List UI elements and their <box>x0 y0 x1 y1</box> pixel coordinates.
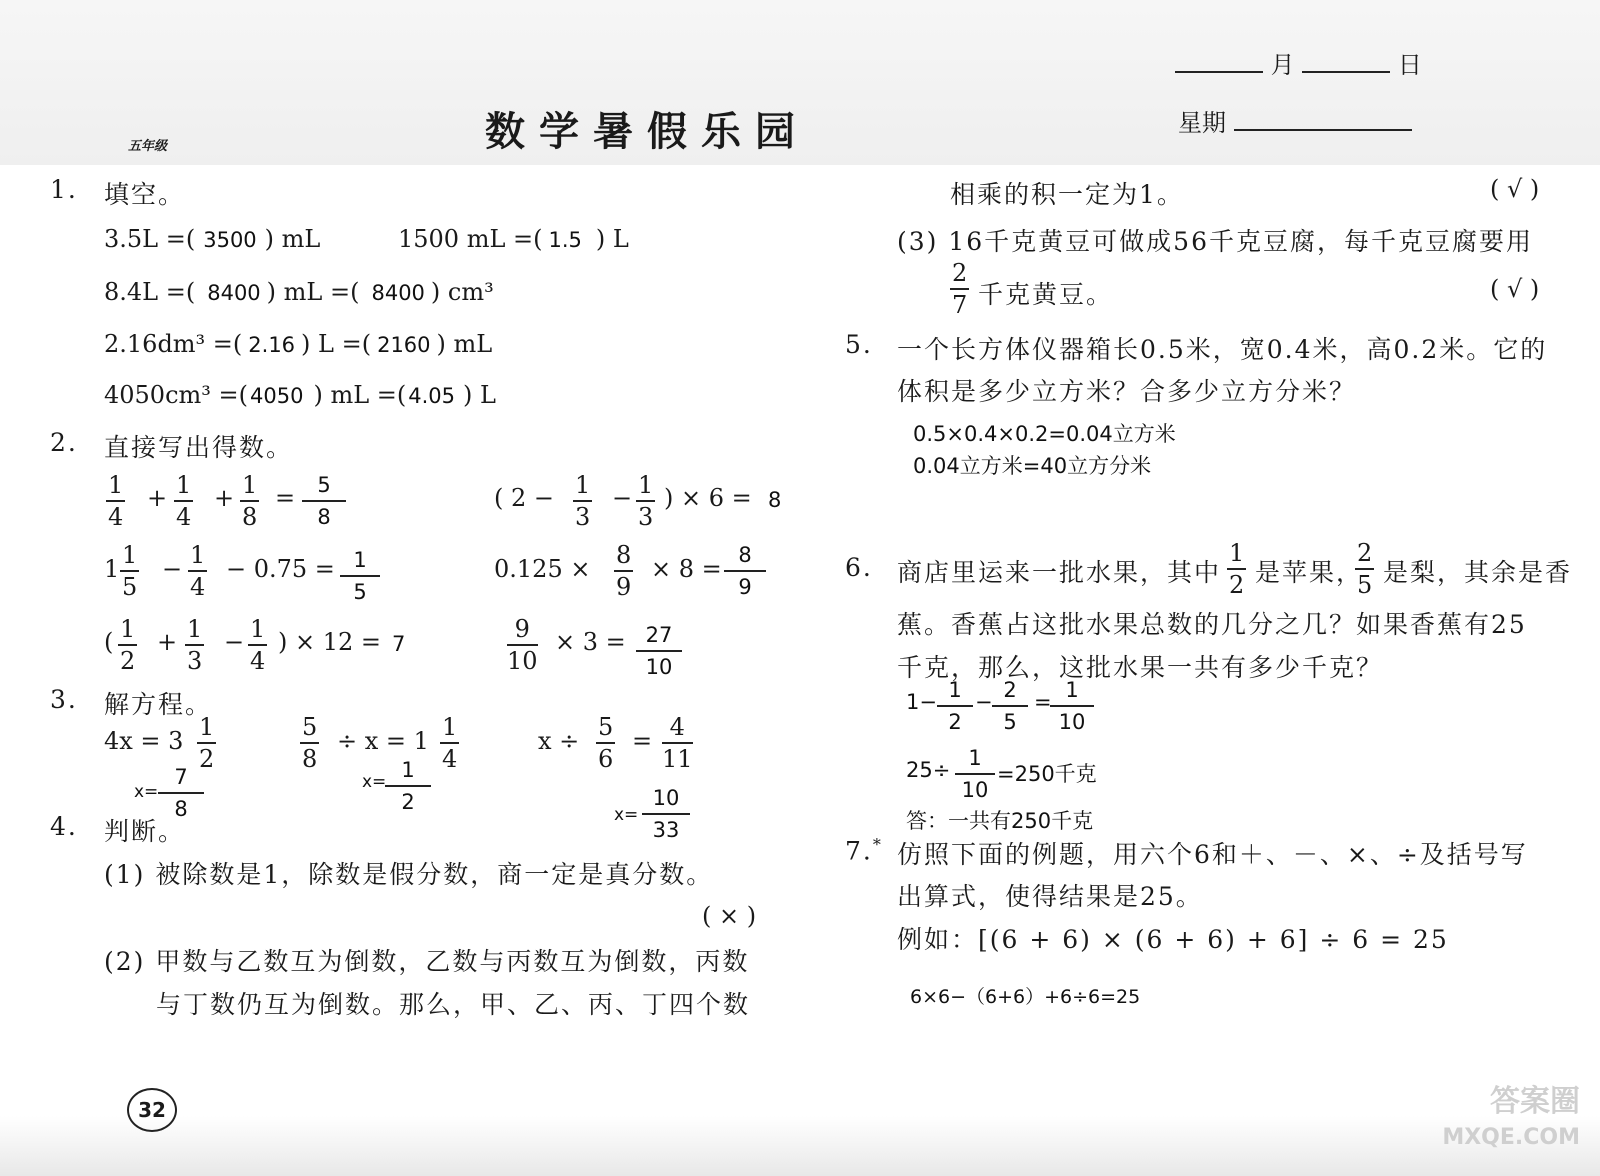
fraction: $\frac{8}{9}$ <box>616 541 632 601</box>
equation-a: 4x = 3 <box>104 727 184 755</box>
q6-line1a: 商店里运来一批水果，其中 <box>897 558 1222 587</box>
fraction: $\frac{2}{7}$ <box>952 259 968 319</box>
expr-text: ( <box>104 628 114 656</box>
q6-answer-2-prefix: 25÷ <box>906 758 951 782</box>
q4-statement-1: (1) 被除数是1，除数是假分数，商一定是真分数。 <box>104 860 714 889</box>
day-label: 日 <box>1397 51 1422 79</box>
q2-title: 直接写出得数。 <box>104 433 294 462</box>
q5-line2: 体积是多少立方米？合多少立方分米？ <box>897 377 1357 406</box>
grade-label: 五年级 <box>128 139 168 154</box>
expr-text: × 3 = <box>555 628 626 656</box>
q3-answer: $\frac{7}{8}$ <box>158 762 204 824</box>
q5-answer-1: 0.5×0.4×0.2=0.04立方米 <box>913 422 1176 446</box>
q6-answer-1-prefix: 1− <box>906 690 937 714</box>
q1-answer: 8400 <box>371 281 425 305</box>
q7-line1: 仿照下面的例题，用六个6和＋、－、×、÷及括号写 <box>897 840 1528 869</box>
q3-answer-prefix: x= <box>134 782 159 802</box>
fraction: $\frac{1}{4}$ <box>250 615 266 675</box>
operator: = <box>632 727 653 755</box>
fraction: $\frac{2}{5}$ <box>992 675 1028 737</box>
q3-label: 3. <box>50 685 78 714</box>
q6-answer-3: 答：一共有250千克 <box>906 809 1094 833</box>
q6-line1b: 是苹果， <box>1255 558 1364 587</box>
fraction: $\frac{4}{11}$ <box>662 713 693 773</box>
q2-answer: $\frac{8}{9}$ <box>724 540 766 602</box>
q4-statement-3-line2: 千克黄豆。 <box>978 280 1114 309</box>
expr-text: ( 2 − <box>494 484 554 512</box>
q3-title: 解方程。 <box>104 690 213 719</box>
operator: − <box>224 628 245 656</box>
q6-answer: $\frac{1}{10}$ <box>1050 675 1094 737</box>
fraction: $\frac{1}{2}$ <box>120 615 136 675</box>
equation-c: x ÷ <box>538 727 580 755</box>
fraction: $\frac{1}{4}$ <box>190 541 206 601</box>
fraction: $\frac{1}{3}$ <box>575 471 591 531</box>
q6-label: 6. <box>845 553 873 582</box>
fraction: $\frac{1}{2}$ <box>937 675 973 737</box>
expr-text: 0.125 × <box>494 555 591 583</box>
q4-answer-3: ( √ ) <box>1490 275 1540 303</box>
q4-answer-2: ( √ ) <box>1490 175 1540 203</box>
q1-row1a: 3.5L =( 3500 ) mL <box>104 225 321 253</box>
operator: + <box>147 484 168 512</box>
fraction: $\frac{1}{10}$ <box>955 743 995 805</box>
q7-star: * <box>872 835 883 854</box>
operator: = <box>1034 690 1052 714</box>
fraction: $\frac{5}{6}$ <box>598 713 614 773</box>
whole-number: 1 <box>104 555 120 583</box>
page-number: 32 <box>127 1088 177 1132</box>
fraction: $\frac{1}{2}$ <box>1229 539 1245 599</box>
expr-text: ) × 6 = <box>664 484 752 512</box>
q7-line2: 出算式，使得结果是25。 <box>897 882 1203 911</box>
q4-statement-3-line1: (3) 16千克黄豆可做成56千克豆腐，每千克豆腐要用 <box>897 227 1533 256</box>
q4-label: 4. <box>50 812 78 841</box>
q2-answer: $\frac{5}{8}$ <box>302 470 346 532</box>
operator: − <box>162 555 183 583</box>
q3-answer-prefix: x= <box>362 772 387 792</box>
q6-line3: 千克，那么，这批水果一共有多少千克？ <box>897 653 1384 682</box>
fraction: $\frac{1}{8}$ <box>242 471 258 531</box>
fraction: $\frac{1}{3}$ <box>187 615 203 675</box>
expr-text: − 0.75 = <box>226 555 335 583</box>
footer-background <box>0 1116 1600 1176</box>
operator: + <box>214 484 235 512</box>
fraction: $\frac{9}{10}$ <box>507 615 538 675</box>
q1-title: 填空。 <box>104 180 186 209</box>
q2-answer: $\frac{1}{5}$ <box>340 545 380 607</box>
watermark-url: MXQE.COM <box>1442 1125 1580 1150</box>
fraction: $\frac{5}{8}$ <box>302 713 318 773</box>
q3-answer: $\frac{1}{2}$ <box>385 755 431 817</box>
q1-answer: 4050 <box>250 384 304 408</box>
q6-line1c: 是梨，其余是香 <box>1383 558 1573 587</box>
q1-answer: 8400 <box>207 281 261 305</box>
q1-row4: 4050cm³ =(4050 ) mL =(4.05 ) L <box>104 381 496 409</box>
operator: = <box>275 484 296 512</box>
q6-line2: 蕉。香蕉占这批水果总数的几分之几？如果香蕉有25 <box>897 610 1527 639</box>
fraction: $\frac{1}{3}$ <box>638 471 654 531</box>
operator: + <box>157 628 178 656</box>
operator: − <box>975 690 993 714</box>
equation-b: ÷ x = 1 <box>337 727 429 755</box>
weekday-label: 星期 <box>1178 109 1226 137</box>
q5-answer-2: 0.04立方米=40立方分米 <box>913 454 1152 478</box>
fraction: $\frac{1}{4}$ <box>108 471 124 531</box>
expr-text: × 8 = <box>651 555 722 583</box>
q6-answer-2-result: =250千克 <box>997 762 1097 786</box>
watermark <box>1442 1084 1580 1156</box>
fraction: $\frac{2}{5}$ <box>1357 539 1373 599</box>
fraction: $\frac{1}{5}$ <box>122 541 138 601</box>
q1-row2: 8.4L =( 8400 ) mL =( 8400 ) cm³ <box>104 278 494 306</box>
q2-label: 2. <box>50 428 78 457</box>
month-label: 月 <box>1270 51 1295 79</box>
q5-line1: 一个长方体仪器箱长0.5米，宽0.4米，高0.2米。它的 <box>897 335 1548 364</box>
fraction: $\frac{1}{4}$ <box>176 471 192 531</box>
q4-answer-1: ( × ) <box>702 902 757 930</box>
q2-answer: $\frac{27}{10}$ <box>636 620 682 682</box>
q1-row1b: 1500 mL =( 1.5 ) L <box>398 225 629 253</box>
q5-label: 5. <box>845 330 873 359</box>
q1-answer: 2.16 <box>248 333 296 357</box>
q4-statement-2-line3: 相乘的积一定为1。 <box>950 180 1184 209</box>
q1-answer: 4.05 <box>408 384 456 408</box>
weekday-field <box>1178 103 1412 138</box>
q4-statement-2-line2: 与丁数仍互为倒数。那么，甲、乙、丙、丁四个数 <box>156 990 751 1019</box>
operator: − <box>612 484 633 512</box>
q1-label: 1. <box>50 175 78 204</box>
q2-answer: 8 <box>768 488 782 512</box>
expr-text: ) × 12 = <box>278 628 382 656</box>
q3-answer: $\frac{10}{33}$ <box>642 783 690 845</box>
q1-answer: 3500 <box>203 228 257 252</box>
q2-answer: 7 <box>392 632 406 656</box>
q4-statement-2-line1: (2) 甲数与乙数互为倒数，乙数与丙数互为倒数，丙数 <box>104 947 750 976</box>
q1-row3: 2.16dm³ =( 2.16 ) L =( 2160 ) mL <box>104 330 493 358</box>
q7-label: 7.* <box>845 835 883 866</box>
q3-answer-prefix: x= <box>614 805 639 825</box>
q1-answer: 2160 <box>377 333 431 357</box>
q4-title: 判断。 <box>104 817 186 846</box>
q7-answer: 6×6−（6+6）+6÷6=25 <box>910 986 1141 1008</box>
page-title: 数学暑假乐园 <box>485 109 809 155</box>
watermark-logo: 答案圈 <box>1490 1084 1580 1119</box>
fraction: $\frac{1}{2}$ <box>199 713 215 773</box>
q1-answer: 1.5 <box>548 228 582 252</box>
date-field <box>1175 45 1422 80</box>
q7-example: 例如：[(6 + 6) × (6 + 6) + 6] ÷ 6 = 25 <box>897 925 1449 954</box>
fraction: $\frac{1}{4}$ <box>442 713 458 773</box>
